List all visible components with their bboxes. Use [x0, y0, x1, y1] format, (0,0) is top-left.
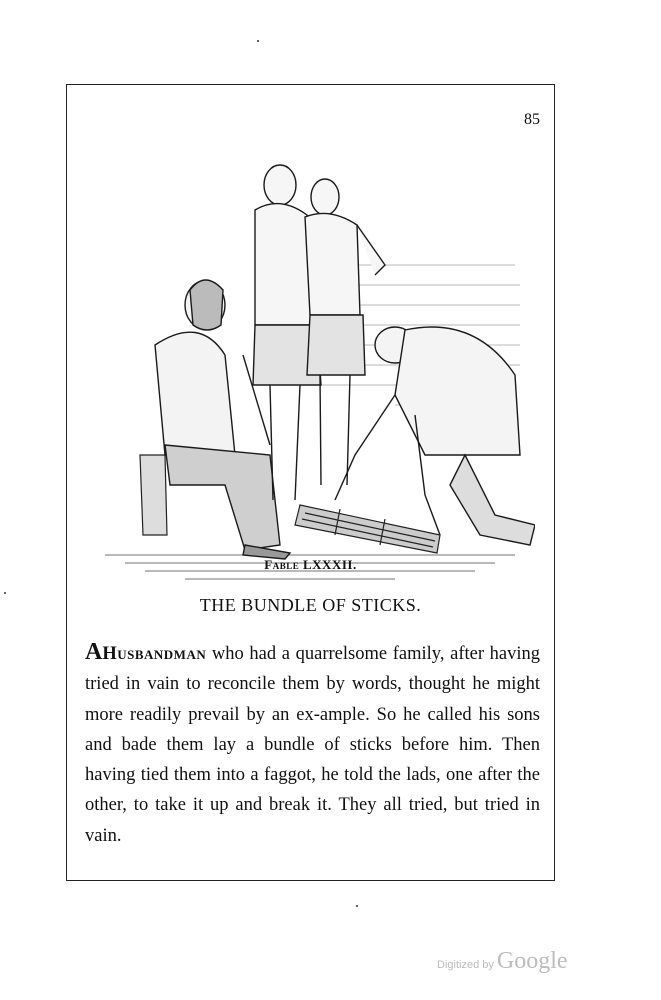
drop-letter: A — [85, 639, 103, 665]
fable-number: Fable LXXXII. — [264, 557, 357, 572]
fable-title: THE BUNDLE OF STICKS. — [199, 595, 422, 615]
digitized-label: Digitized by — [437, 959, 494, 971]
google-logo: Google — [496, 948, 568, 974]
page-number: 85 — [524, 111, 540, 128]
page-frame — [66, 84, 555, 881]
digitized-footer — [437, 948, 568, 975]
paper-speck — [257, 40, 259, 42]
lead-word: Husbandman — [102, 644, 207, 664]
fable-illustration — [95, 155, 535, 595]
paper-speck — [356, 905, 358, 907]
paper-speck — [4, 592, 6, 594]
body-text: who had a quarrelsome family, after having tried in vain to reconcile them by words, thought he might more readily prevail by an ex-ample. So he called his sons and bade them lay a bundle of sticks before him. Then having tied them into a faggot, he told the lads, one after the other, to take it up and break it. They all tried, but tried in vain. — [85, 644, 540, 846]
fable-body — [85, 637, 540, 851]
